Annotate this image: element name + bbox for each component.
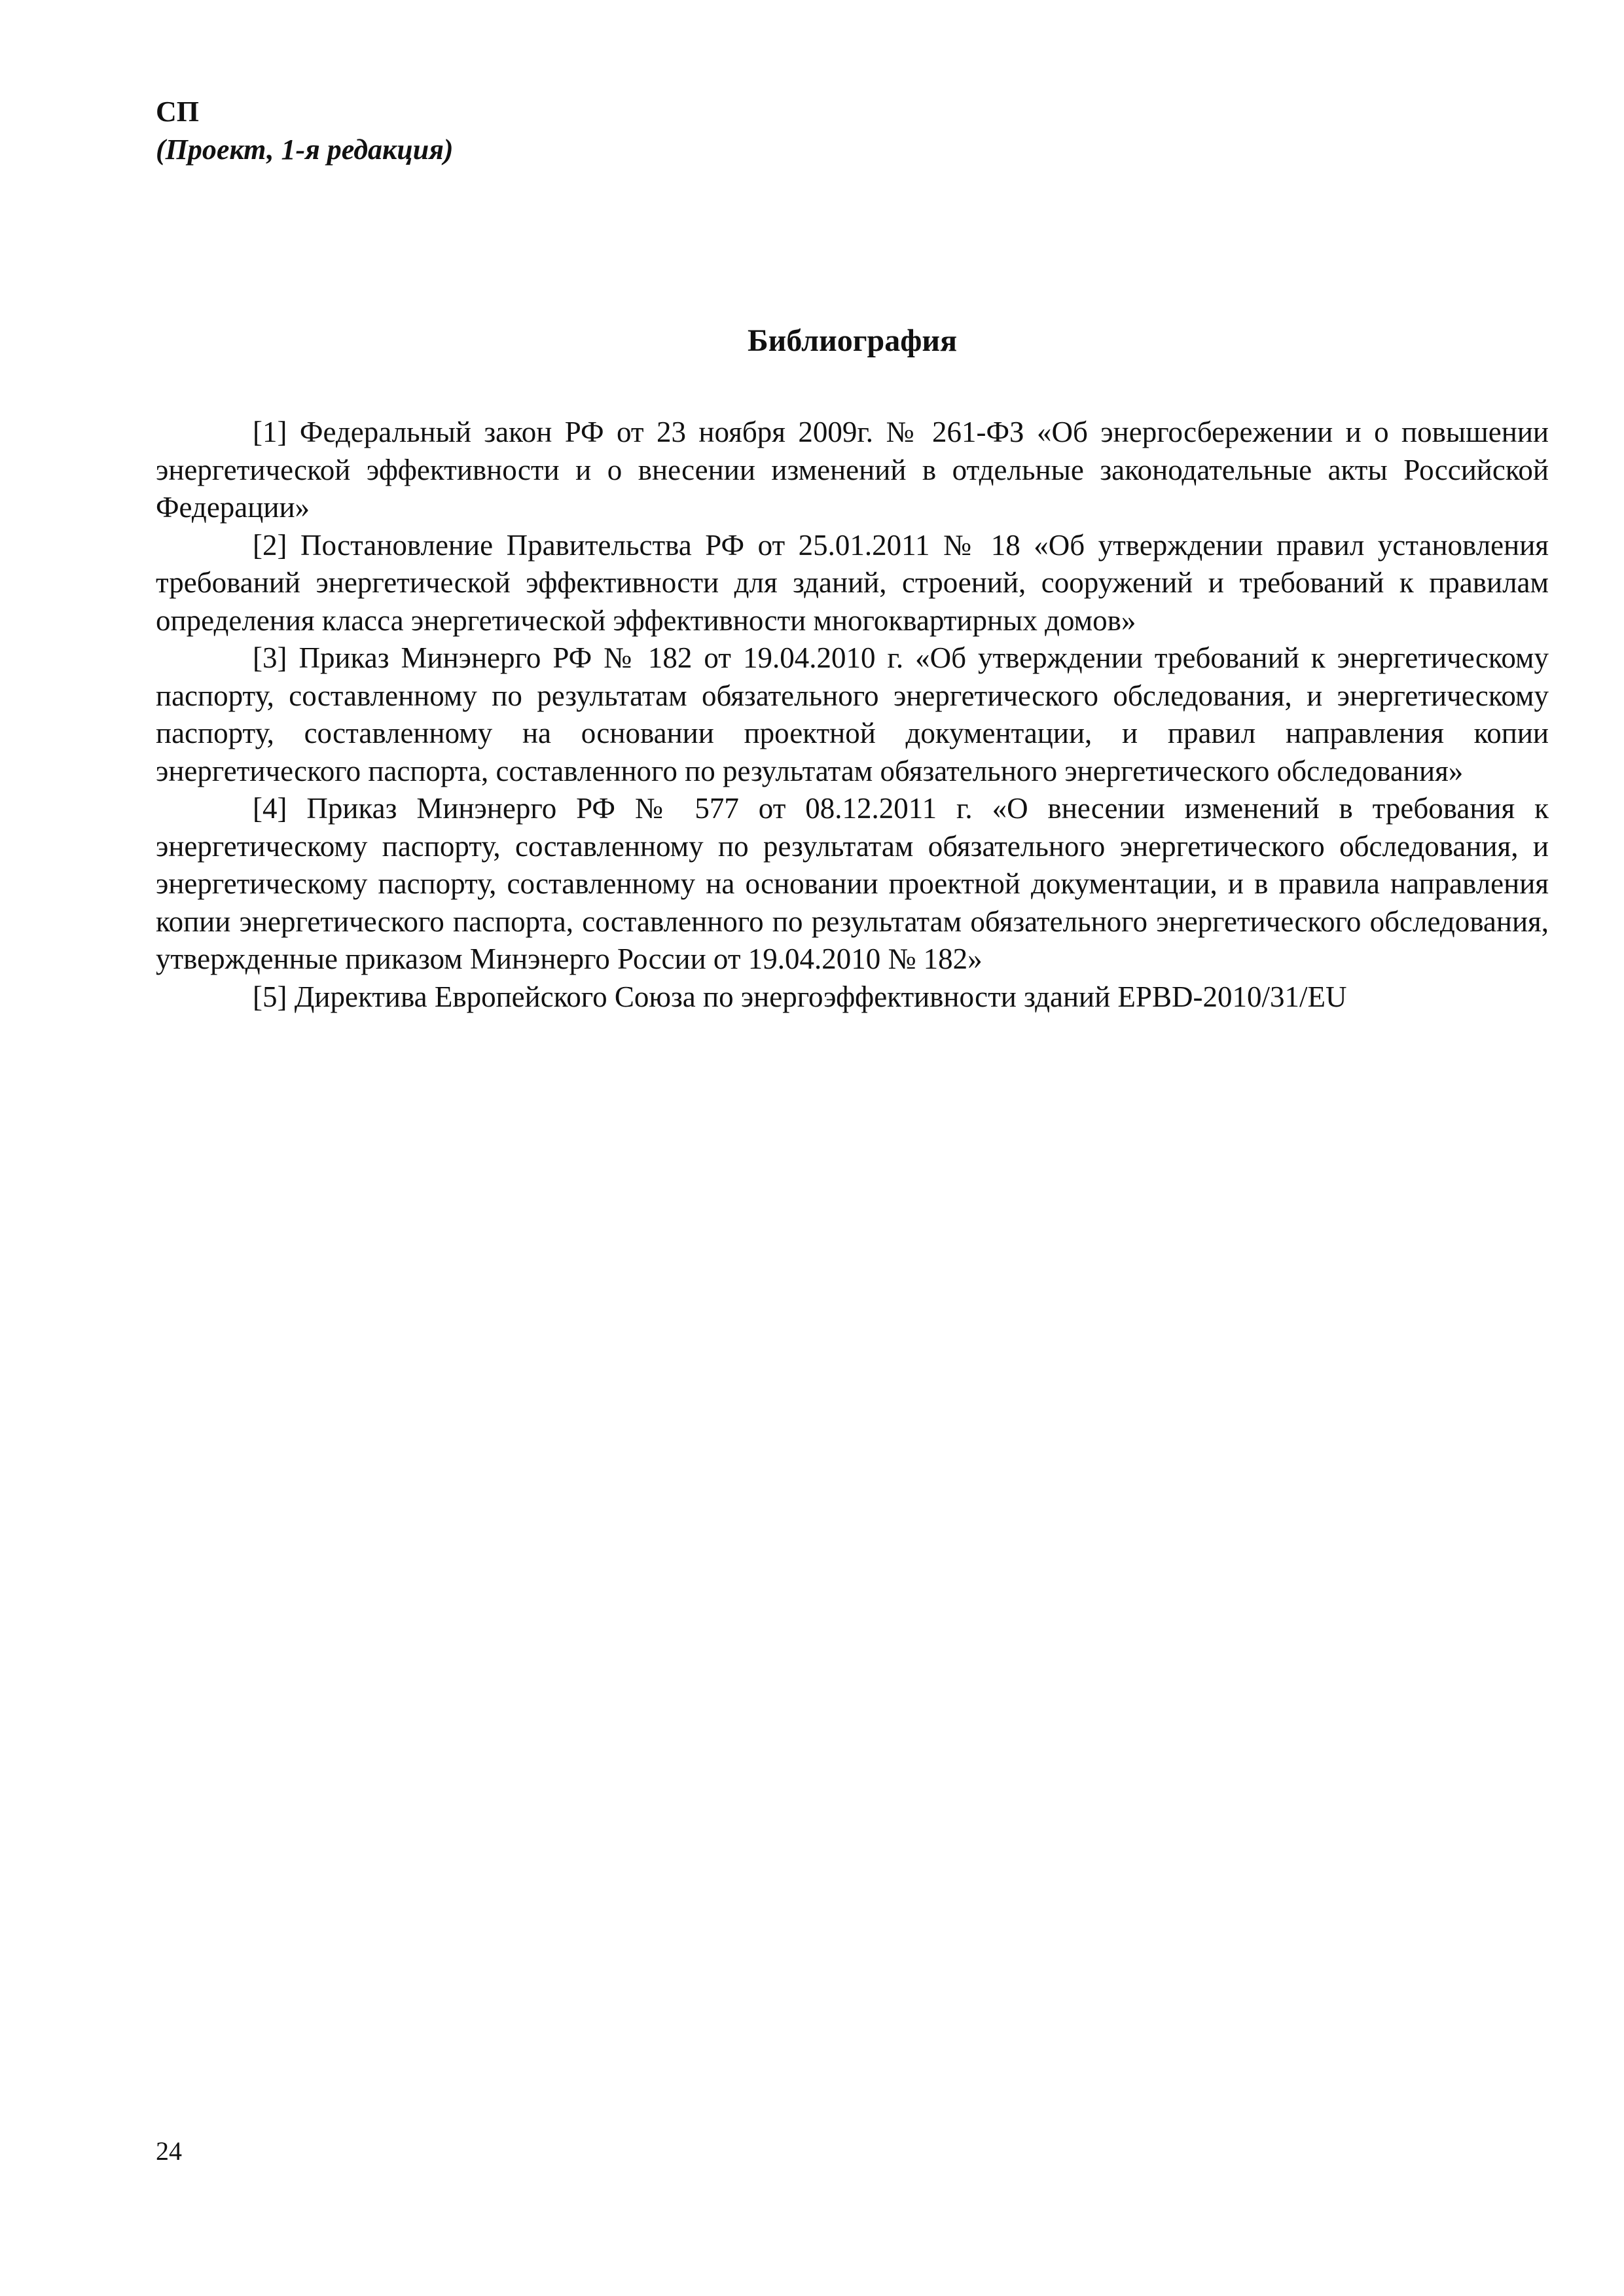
bibliography-entry: [2] Постановление Правительства РФ от 25.01.2011 № 18 «Об утверждении правил установления требований энергетической эффективности для зданий, строений, сооружений и требований к правилам определения класса энергетической эффективности многоквартирных домов» xyxy=(156,528,1549,637)
bibliography-entry: [4] Приказ Минэнерго РФ № 577 от 08.12.2011 г. «О внесении изменений в требования к энергетическому паспорту, составленному по результатам обязательного энергетического обследования, и энергетическому паспорту, составленному на основании проектной документации, и в правила направления копии энергетического паспорта, составленного по результатам обязательного энергетического обследования, утвержденные приказом Минэнерго России от 19.04.2010 № 182» xyxy=(156,792,1549,975)
bibliography-entry: [1] Федеральный закон РФ от 23 ноября 2009г. № 261-ФЗ «Об энергосбережении и о повышении энергетической эффективности и о внесении изменений в отдельные законодательные акты Российской Федерации» xyxy=(156,416,1549,524)
section-heading: Библиография xyxy=(747,323,958,358)
bibliography-list xyxy=(156,414,1549,1016)
document-status: (Проект, 1-я редакция) xyxy=(156,134,454,166)
document-header xyxy=(156,93,454,169)
bibliography-entry: [5] Директива Европейского Союза по энергоэффективности зданий EPBD-2010/31/EU xyxy=(253,980,1347,1013)
page-number: 24 xyxy=(156,2136,182,2166)
bibliography-entry: [3] Приказ Минэнерго РФ № 182 от 19.04.2010 г. «Об утверждении требований к энергетическому паспорту, составленному по результатам обязательного энергетического обследования, и энергетическому паспорту, составленному на основании проектной документации, и правил направления копии энергетического паспорта, составленного по результатам обязательного энергетического обследования» xyxy=(156,641,1549,787)
document-code: СП xyxy=(156,96,199,128)
